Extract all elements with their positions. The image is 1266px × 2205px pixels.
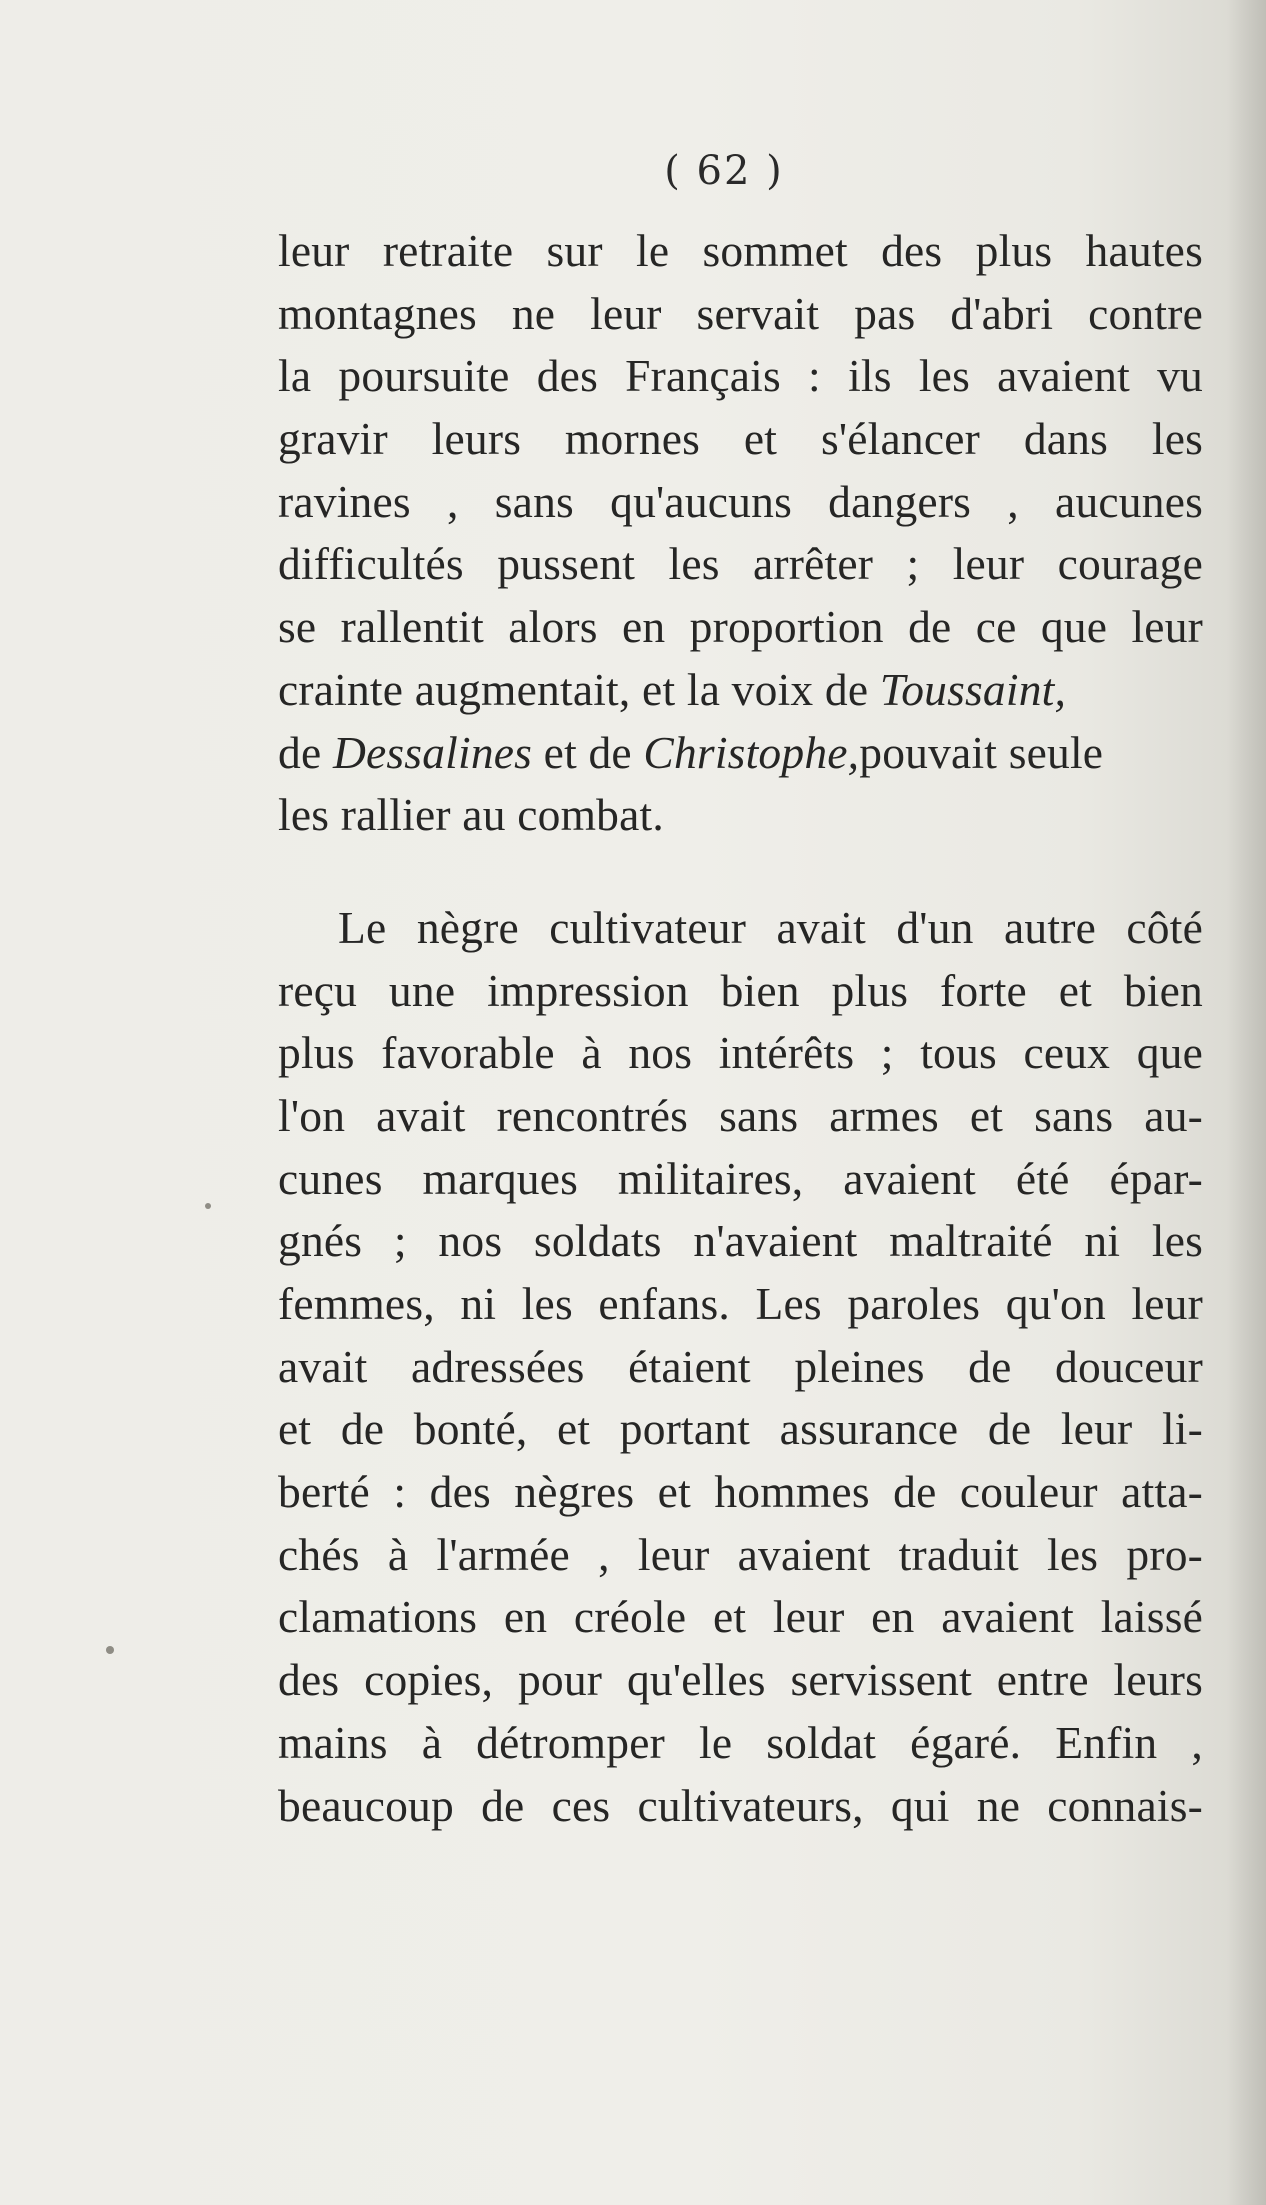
paragraph-spacer (278, 847, 1203, 897)
text-run: de (278, 726, 322, 778)
text-line: montagnes ne leur servait pas d'abri contre (278, 287, 1203, 339)
text-line (278, 659, 1203, 722)
paper-speck (205, 1203, 211, 1209)
text-line: leur retraite sur le sommet des plus hautes (278, 225, 1203, 276)
body-text (278, 220, 1203, 1837)
text-line: clamations en créole et leur en avaient laissé (278, 1591, 1203, 1643)
text-line: avait adressées étaient pleines de douceur (278, 1340, 1203, 1392)
text-line (278, 722, 1203, 785)
paragraph-1 (278, 220, 1203, 847)
person-name-dessalines: Dessalines (332, 726, 533, 778)
person-name-christophe: Christophe, (643, 726, 860, 778)
text-line: chés à l'armée , leur avaient traduit les pro- (278, 1528, 1203, 1580)
text-line: la poursuite des Français : ils les avaient vu (278, 350, 1203, 402)
text-run: pouvait seule (859, 726, 1104, 778)
text-line: beaucoup de ces cultivateurs, qui ne connais- (278, 1779, 1203, 1831)
text-line: gravir leurs mornes et s'élancer dans les (278, 413, 1203, 465)
person-name-toussaint: Toussaint, (879, 663, 1067, 715)
paragraph-2 (278, 897, 1203, 1837)
page-gutter-shadow (1226, 0, 1266, 2205)
text-line: l'on avait rencontrés sans armes et sans au- (278, 1089, 1203, 1141)
text-line: ravines , sans qu'aucuns dangers , aucunes (278, 475, 1203, 527)
text-line: des copies, pour qu'elles servissent entre leurs (278, 1654, 1203, 1706)
text-line: cunes marques militaires, avaient été épar- (278, 1152, 1203, 1204)
text-line: les rallier au combat. (278, 789, 664, 841)
text-line: gnés ; nos soldats n'avaient maltraité ni les (278, 1215, 1203, 1267)
page-number: ( 62 ) (664, 148, 784, 194)
text-line: Le nègre cultivateur avait d'un autre côté (338, 901, 1203, 953)
text-line: et de bonté, et portant assurance de leur li- (278, 1403, 1203, 1455)
text-line: difficultés pussent les arrêter ; leur courage (278, 538, 1203, 590)
text-line: femmes, ni les enfans. Les paroles qu'on leur (278, 1278, 1203, 1329)
text-run: crainte augmentait, et la voix de (278, 663, 869, 715)
text-line: plus favorable à nos intérêts ; tous ceux que (278, 1027, 1203, 1079)
text-line: berté : des nègres et hommes de couleur atta- (278, 1466, 1203, 1518)
paper-speck (106, 1646, 114, 1654)
text-run: et de (543, 726, 632, 778)
text-line: mains à détromper le soldat égaré. Enfin , (278, 1716, 1203, 1768)
text-line: se rallentit alors en proportion de ce que leur (278, 601, 1203, 653)
text-line: reçu une impression bien plus forte et bien (278, 964, 1203, 1016)
